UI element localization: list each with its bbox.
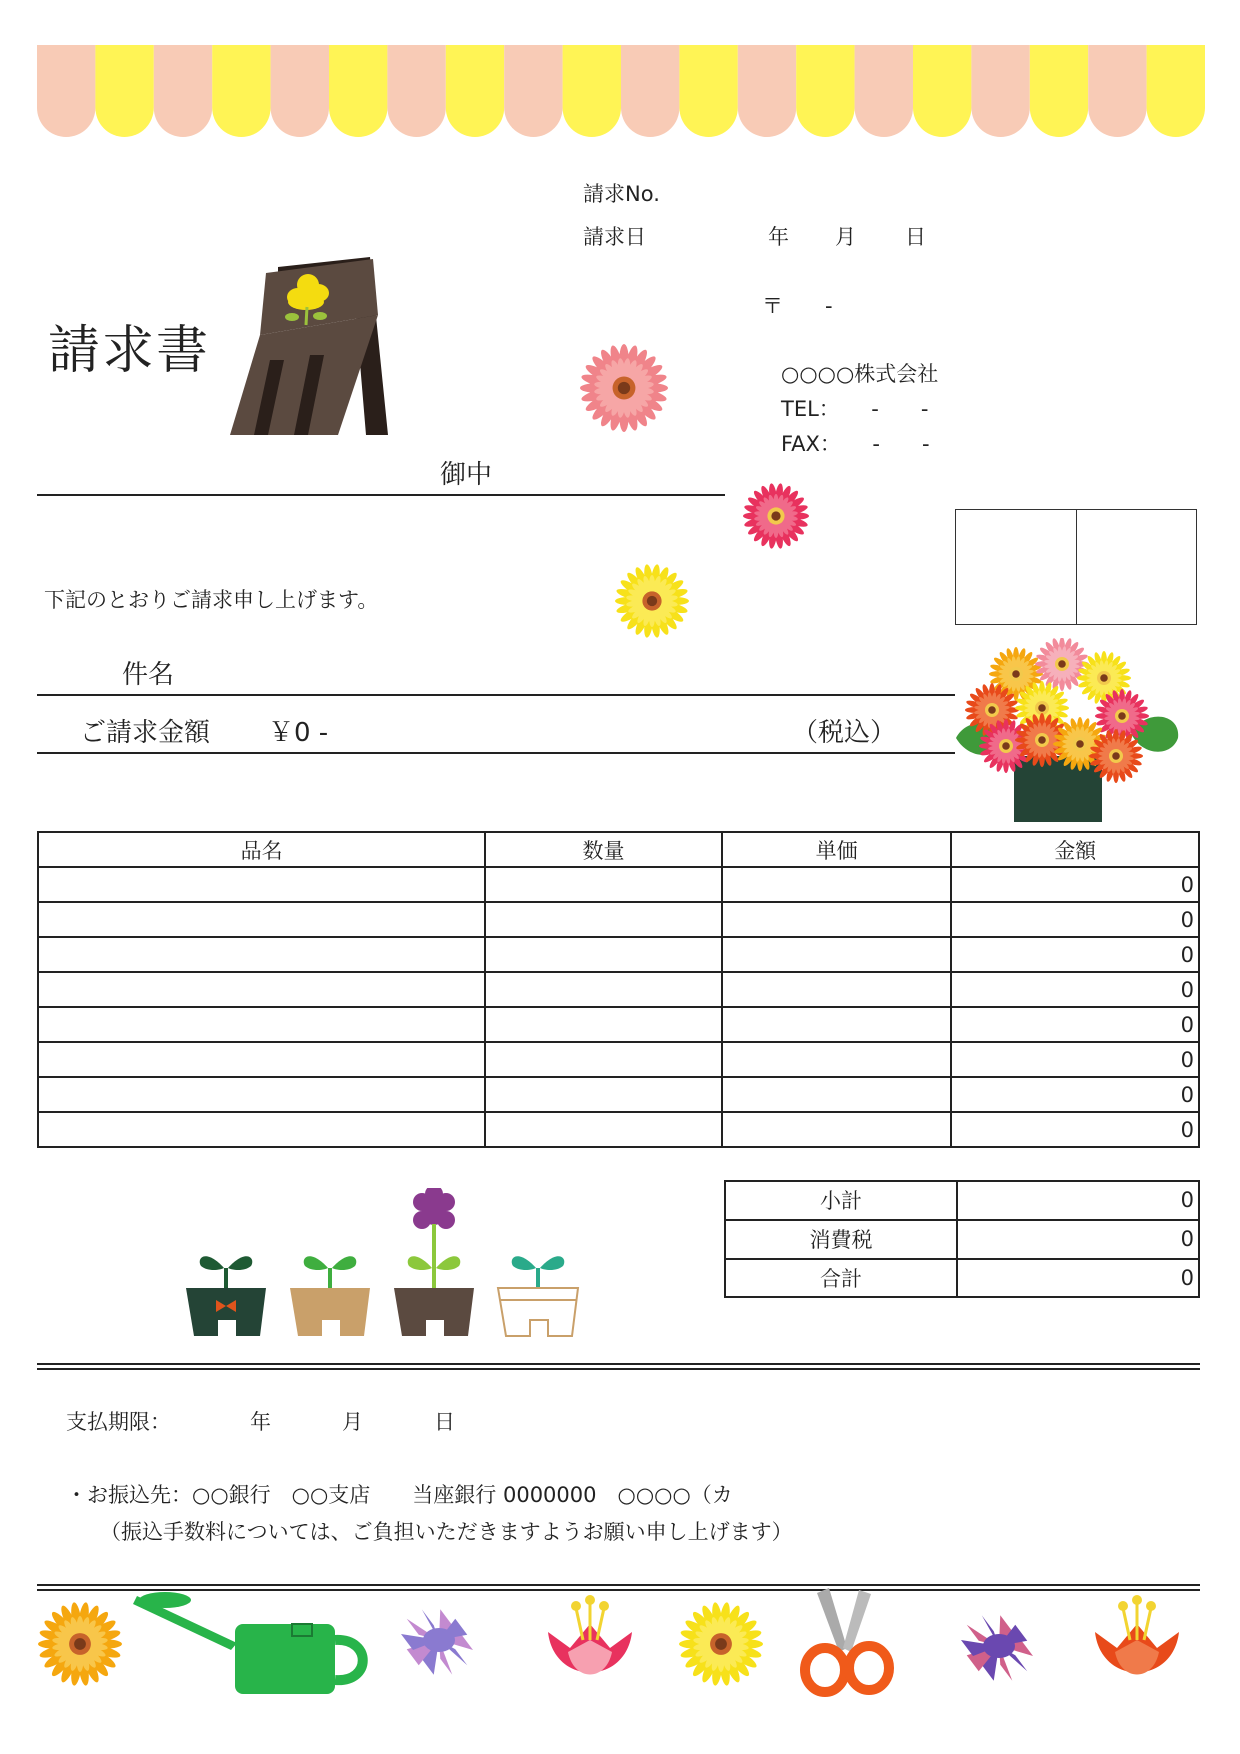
unit-price-cell[interactable]	[722, 1112, 952, 1147]
company-name: ○○○○株式会社	[781, 362, 939, 386]
amount-cell[interactable]: 0	[951, 972, 1199, 1007]
subject-line	[37, 694, 955, 696]
amount-cell[interactable]: 0	[951, 1007, 1199, 1042]
unit-price-cell[interactable]	[722, 972, 952, 1007]
table-row	[38, 972, 1199, 1007]
unit-price-cell[interactable]	[722, 1007, 952, 1042]
invoice-year-label: 年	[768, 225, 789, 249]
invoice-month-label: 月	[835, 225, 856, 249]
total-value[interactable]: 0	[957, 1259, 1199, 1298]
gerbera-flower-icon	[614, 563, 690, 639]
quantity-cell[interactable]	[485, 937, 722, 972]
subtotal-value[interactable]: 0	[957, 1181, 1199, 1220]
gerbera-flower-icon	[578, 342, 670, 434]
company-fax: FAX： - -	[781, 432, 930, 456]
billing-amount-label: ご請求金額	[80, 718, 211, 748]
table-row	[38, 1077, 1199, 1112]
scissors-icon	[805, 1588, 889, 1692]
unit-price-cell[interactable]	[722, 1077, 952, 1112]
header-item-name: 品名	[38, 832, 485, 867]
invoice-day-label: 日	[905, 225, 926, 249]
recipient-line	[37, 494, 725, 496]
amount-cell[interactable]: 0	[951, 1077, 1199, 1112]
intro-text: 下記のとおりご請求申し上げます。	[44, 588, 379, 612]
recipient-suffix: 御中	[440, 460, 493, 490]
unit-price-cell[interactable]	[722, 937, 952, 972]
tax-included-note: （税込）	[792, 718, 897, 748]
total-row	[725, 1259, 1199, 1298]
item-name-cell[interactable]	[38, 902, 485, 937]
tax-row	[725, 1220, 1199, 1259]
table-row	[38, 937, 1199, 972]
quantity-cell[interactable]	[485, 867, 722, 902]
amount-cell[interactable]: 0	[951, 937, 1199, 972]
footer-decoration	[37, 1588, 1203, 1698]
item-name-cell[interactable]	[38, 1007, 485, 1042]
payment-deadline-label: 支払期限：	[66, 1410, 171, 1434]
invoice-no-label: 請求No.	[583, 182, 660, 206]
stamp-box	[955, 509, 1197, 625]
item-name-cell[interactable]	[38, 1042, 485, 1077]
header-quantity: 数量	[485, 832, 722, 867]
amount-line	[37, 752, 955, 754]
stamp-cell	[1076, 510, 1197, 624]
potted-sprout-icon	[180, 1188, 590, 1344]
item-name-cell[interactable]	[38, 972, 485, 1007]
item-name-cell[interactable]	[38, 1112, 485, 1147]
gerbera-flower-icon	[742, 482, 810, 550]
company-tel: TEL： - -	[781, 397, 929, 421]
table-row	[38, 1042, 1199, 1077]
header-amount: 金額	[951, 832, 1199, 867]
bank-transfer-info: ・お振込先：○○銀行 ○○支店 当座銀行 0000000 ○○○○（カ	[66, 1483, 733, 1507]
page-title: 請求書	[48, 321, 211, 381]
payment-year-label: 年	[250, 1410, 271, 1434]
item-name-cell[interactable]	[38, 1077, 485, 1112]
quantity-cell[interactable]	[485, 1112, 722, 1147]
section-divider	[37, 1363, 1200, 1370]
item-name-cell[interactable]	[38, 937, 485, 972]
quantity-cell[interactable]	[485, 1042, 722, 1077]
table-row	[38, 1007, 1199, 1042]
item-name-cell[interactable]	[38, 867, 485, 902]
header-unit-price: 単価	[722, 832, 952, 867]
table-row	[38, 1112, 1199, 1147]
amount-cell[interactable]: 0	[951, 1042, 1199, 1077]
subject-label: 件名	[122, 660, 175, 690]
unit-price-cell[interactable]	[722, 1042, 952, 1077]
quantity-cell[interactable]	[485, 902, 722, 937]
stamp-cell	[956, 510, 1076, 624]
signboard-icon	[218, 255, 403, 440]
total-label: 合計	[725, 1259, 957, 1298]
watering-can-icon	[133, 1592, 363, 1694]
unit-price-cell[interactable]	[722, 902, 952, 937]
invoice-date-label: 請求日	[583, 225, 646, 249]
amount-cell[interactable]: 0	[951, 867, 1199, 902]
transfer-fee-note: （振込手数料については、ご負担いただきますようお願い申し上げます）	[100, 1520, 793, 1544]
summary-table	[724, 1180, 1200, 1298]
amount-cell[interactable]: 0	[951, 902, 1199, 937]
quantity-cell[interactable]	[485, 1077, 722, 1112]
billing-amount-value: ￥0 -	[268, 718, 329, 748]
flower-bouquet-icon	[946, 638, 1184, 824]
tax-value[interactable]: 0	[957, 1220, 1199, 1259]
unit-price-cell[interactable]	[722, 867, 952, 902]
quantity-cell[interactable]	[485, 972, 722, 1007]
payment-month-label: 月	[342, 1410, 363, 1434]
amount-cell[interactable]: 0	[951, 1112, 1199, 1147]
table-row	[38, 867, 1199, 902]
subtotal-row	[725, 1181, 1199, 1220]
quantity-cell[interactable]	[485, 1007, 722, 1042]
items-table	[37, 831, 1200, 1148]
payment-day-label: 日	[434, 1410, 455, 1434]
table-row	[38, 902, 1199, 937]
awning-decoration	[37, 45, 1205, 137]
postal-code: 〒 -	[762, 294, 833, 318]
tax-label: 消費税	[725, 1220, 957, 1259]
subtotal-label: 小計	[725, 1181, 957, 1220]
